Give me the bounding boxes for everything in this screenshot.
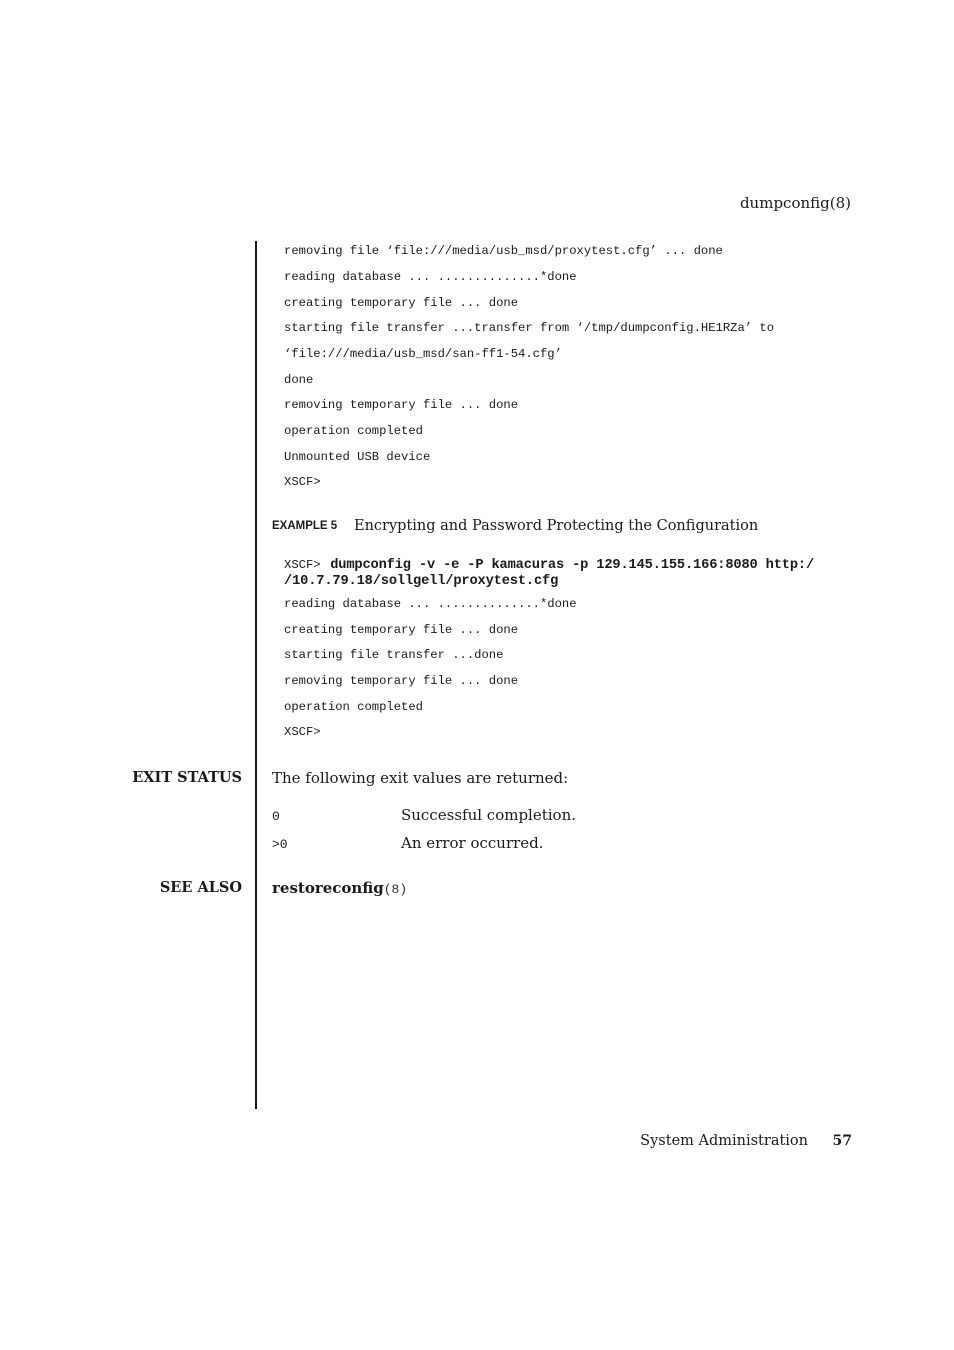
see-also-ref-name: restoreconfig xyxy=(272,879,384,897)
exit-value-description: An error occurred. xyxy=(401,834,544,852)
code-line: done xyxy=(284,373,314,387)
footer-page-number: 57 xyxy=(832,1133,852,1149)
code-line: ‘file:///media/usb_msd/san-ff1-54.cfg’ xyxy=(284,347,562,361)
see-also-ref-section: (8) xyxy=(383,882,408,897)
exit-status-heading: EXIT STATUS xyxy=(132,769,242,786)
code-line: starting file transfer ...done xyxy=(284,648,504,662)
code-line: removing file ‘file:///media/usb_msd/proxytest.cfg’ ... done xyxy=(284,244,723,258)
exit-value-code: 0 xyxy=(272,809,280,824)
exit-value-description: Successful completion. xyxy=(401,806,577,824)
command-text: dumpconfig -v -e -P kamacuras -p 129.145.155.166:8080 http:/ /10.7.79.18/sollgell/proxytest.cfg xyxy=(284,558,815,589)
exit-value-code: >0 xyxy=(272,837,288,852)
code-line: reading database ... ..............*done xyxy=(284,597,577,611)
code-line: reading database ... ..............*done xyxy=(284,270,577,284)
example-command xyxy=(284,557,854,589)
left-margin-rule xyxy=(255,241,257,1109)
code-line: creating temporary file ... done xyxy=(284,296,519,310)
code-line: Unmounted USB device xyxy=(284,450,431,464)
code-line: creating temporary file ... done xyxy=(284,623,519,637)
code-line: removing temporary file ... done xyxy=(284,674,519,688)
example-title: Encrypting and Password Protecting the Configuration xyxy=(354,518,759,534)
footer-book-title: System Administration xyxy=(640,1133,808,1149)
exit-status-intro: The following exit values are returned: xyxy=(272,769,569,787)
page-header-title: dumpconfig(8) xyxy=(739,194,851,212)
code-line: XSCF> xyxy=(284,475,321,489)
example-label: EXAMPLE 5 xyxy=(272,520,338,532)
code-line: XSCF> xyxy=(284,725,321,739)
command-prompt: XSCF> xyxy=(284,558,321,572)
code-line: operation completed xyxy=(284,700,423,714)
code-line: operation completed xyxy=(284,424,423,438)
code-line: starting file transfer ...transfer from ‘/tmp/dumpconfig.HE1RZa’ to xyxy=(284,321,775,335)
see-also-heading: SEE ALSO xyxy=(159,879,242,896)
code-line: removing temporary file ... done xyxy=(284,398,519,412)
see-also-reference[interactable] xyxy=(272,879,407,897)
